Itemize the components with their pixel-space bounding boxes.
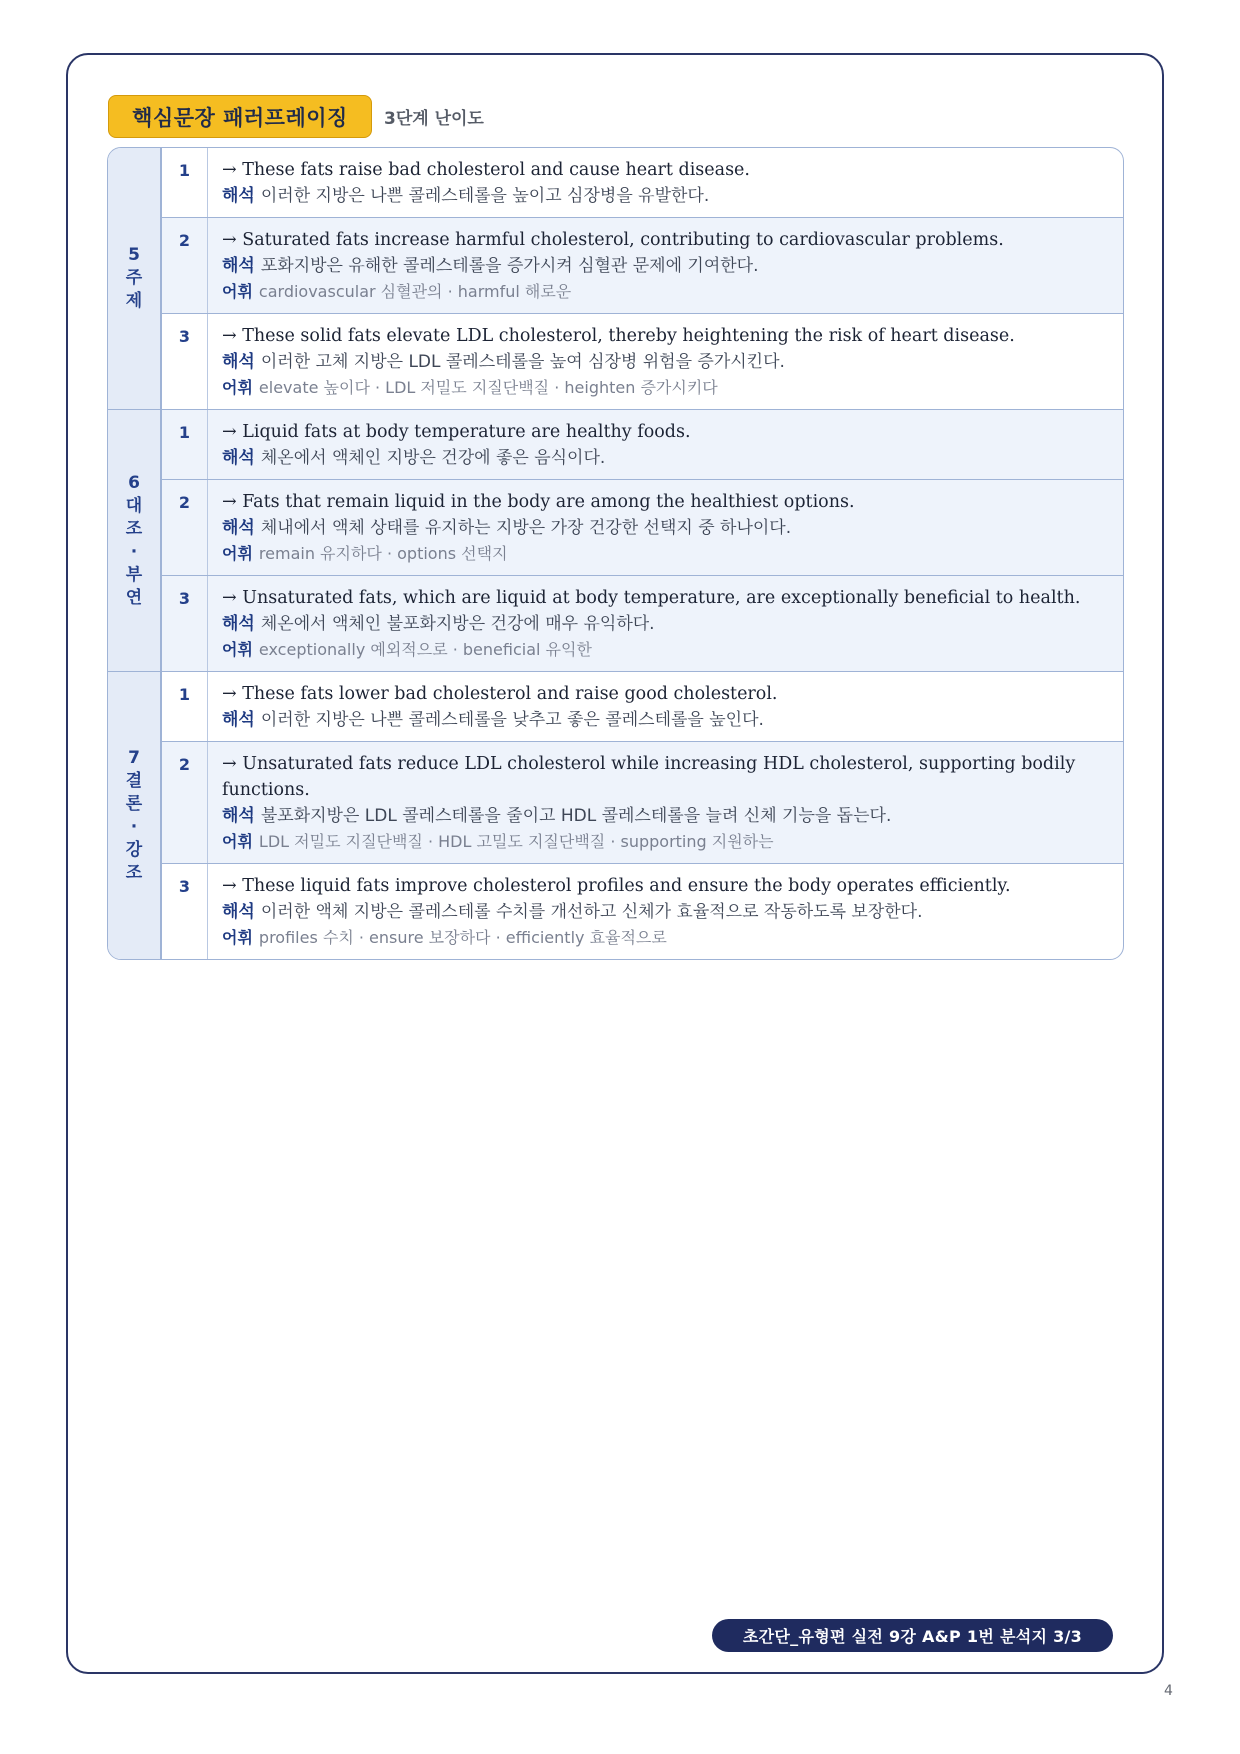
vocab-tag: 어휘 <box>222 832 253 851</box>
translation-tag: 해석 <box>222 710 255 730</box>
vocab-line <box>222 375 1109 401</box>
korean-translation-line <box>222 253 1109 279</box>
translation-tag: 해석 <box>222 186 255 206</box>
english-sentence: → These fats raise bad cholesterol and cause heart disease. <box>222 160 750 180</box>
vocab-tag: 어휘 <box>222 282 253 301</box>
korean-translation-line <box>222 515 1109 541</box>
korean-translation-line <box>222 445 1109 471</box>
section-label: 5주제 <box>125 245 143 311</box>
row-number: 3 <box>162 576 208 671</box>
english-sentence: → Saturated fats increase harmful cholesterol, contributing to cardiovascular problems. <box>222 230 1004 250</box>
vocab-tag: 어휘 <box>222 640 253 659</box>
translation-tag: 해석 <box>222 902 255 922</box>
table-row <box>162 575 1123 671</box>
section-rows <box>162 410 1123 671</box>
row-content <box>208 218 1123 313</box>
vocab-list: cardiovascular 심혈관의 · harmful 해로운 <box>258 282 572 301</box>
section-title-badge: 핵심문장 패러프레이징 <box>108 95 372 138</box>
row-number: 2 <box>162 742 208 863</box>
row-content <box>208 410 1123 479</box>
translation-tag: 해석 <box>222 352 255 372</box>
korean-translation-line <box>222 183 1109 209</box>
korean-translation: 포화지방은 유해한 콜레스테롤을 증가시켜 심혈관 문제에 기여한다. <box>260 256 759 276</box>
vocab-tag: 어휘 <box>222 928 253 947</box>
section-label-cell <box>108 672 162 959</box>
korean-translation-line <box>222 803 1109 829</box>
vocab-tag: 어휘 <box>222 544 253 563</box>
table-row <box>162 863 1123 959</box>
vocab-list: LDL 저밀도 지질단백질 · HDL 고밀도 지질단백질 · supporting 지원하는 <box>258 832 774 851</box>
row-content <box>208 576 1123 671</box>
row-content <box>208 148 1123 217</box>
row-number: 2 <box>162 480 208 575</box>
vocab-line <box>222 925 1109 951</box>
english-sentence: → Liquid fats at body temperature are healthy foods. <box>222 422 691 442</box>
section-group <box>108 672 1123 959</box>
korean-translation: 불포화지방은 LDL 콜레스테롤을 줄이고 HDL 콜레스테롤을 늘려 신체 기능을 돕는다. <box>260 806 892 826</box>
row-content <box>208 480 1123 575</box>
korean-translation-line <box>222 707 1109 733</box>
translation-tag: 해석 <box>222 518 255 538</box>
korean-translation-line <box>222 349 1109 375</box>
korean-translation-line <box>222 899 1109 925</box>
section-label: 7결론·강조 <box>125 747 143 883</box>
row-number: 1 <box>162 672 208 741</box>
row-content <box>208 864 1123 959</box>
paraphrase-table <box>107 147 1124 960</box>
translation-tag: 해석 <box>222 448 255 468</box>
section-rows <box>162 148 1123 409</box>
table-row <box>162 313 1123 409</box>
difficulty-level-label: 3단계 난이도 <box>384 109 484 129</box>
section-group <box>108 410 1123 672</box>
footer-worksheet-label: 초간단_유형편 실전 9강 A&P 1번 분석지 3/3 <box>712 1619 1113 1652</box>
table-row <box>162 217 1123 313</box>
korean-translation-line <box>222 611 1109 637</box>
vocab-line <box>222 829 1109 855</box>
section-group <box>108 148 1123 410</box>
table-row <box>162 741 1123 863</box>
row-number: 1 <box>162 410 208 479</box>
row-content <box>208 742 1123 863</box>
table-row <box>162 410 1123 479</box>
table-row <box>162 148 1123 217</box>
english-sentence: → These solid fats elevate LDL cholesterol, thereby heightening the risk of heart disease. <box>222 326 1015 346</box>
row-content <box>208 672 1123 741</box>
row-content <box>208 314 1123 409</box>
table-row <box>162 479 1123 575</box>
vocab-list: profiles 수치 · ensure 보장하다 · efficiently 효율적으로 <box>258 928 667 947</box>
table-row <box>162 672 1123 741</box>
vocab-line <box>222 541 1109 567</box>
section-label-cell <box>108 148 162 409</box>
korean-translation: 이러한 지방은 나쁜 콜레스테롤을 높이고 심장병을 유발한다. <box>260 186 710 206</box>
translation-tag: 해석 <box>222 256 255 276</box>
english-sentence: → These fats lower bad cholesterol and raise good cholesterol. <box>222 684 778 704</box>
translation-tag: 해석 <box>222 806 255 826</box>
row-number: 3 <box>162 314 208 409</box>
vocab-list: remain 유지하다 · options 선택지 <box>258 544 508 563</box>
korean-translation: 체온에서 액체인 지방은 건강에 좋은 음식이다. <box>260 448 606 468</box>
korean-translation: 이러한 고체 지방은 LDL 콜레스테롤을 높여 심장병 위험을 증가시킨다. <box>260 352 785 372</box>
row-number: 3 <box>162 864 208 959</box>
vocab-line <box>222 279 1109 305</box>
korean-translation: 이러한 액체 지방은 콜레스테롤 수치를 개선하고 신체가 효율적으로 작동하도록 보장한다. <box>260 902 923 922</box>
english-sentence: → These liquid fats improve cholesterol profiles and ensure the body operates efficiently. <box>222 876 1011 896</box>
section-rows <box>162 672 1123 959</box>
english-sentence: → Unsaturated fats, which are liquid at body temperature, are exceptionally beneficial to health. <box>222 588 1081 608</box>
korean-translation: 체온에서 액체인 불포화지방은 건강에 매우 유익하다. <box>260 614 655 634</box>
row-number: 1 <box>162 148 208 217</box>
korean-translation: 체내에서 액체 상태를 유지하는 지방은 가장 건강한 선택지 중 하나이다. <box>260 518 792 538</box>
vocab-line <box>222 637 1109 663</box>
row-number: 2 <box>162 218 208 313</box>
vocab-list: elevate 높이다 · LDL 저밀도 지질단백질 · heighten 증가시키다 <box>258 378 718 397</box>
vocab-list: exceptionally 예외적으로 · beneficial 유익한 <box>258 640 592 659</box>
korean-translation: 이러한 지방은 나쁜 콜레스테롤을 낮추고 좋은 콜레스테롤을 높인다. <box>260 710 764 730</box>
english-sentence: → Fats that remain liquid in the body are among the healthiest options. <box>222 492 855 512</box>
section-label-cell <box>108 410 162 671</box>
page-number: 4 <box>1164 1683 1173 1699</box>
section-label: 6대조·부연 <box>125 472 143 608</box>
vocab-tag: 어휘 <box>222 378 253 397</box>
english-sentence: → Unsaturated fats reduce LDL cholesterol while increasing HDL cholesterol, supporting bodily functions. <box>222 754 1076 800</box>
translation-tag: 해석 <box>222 614 255 634</box>
